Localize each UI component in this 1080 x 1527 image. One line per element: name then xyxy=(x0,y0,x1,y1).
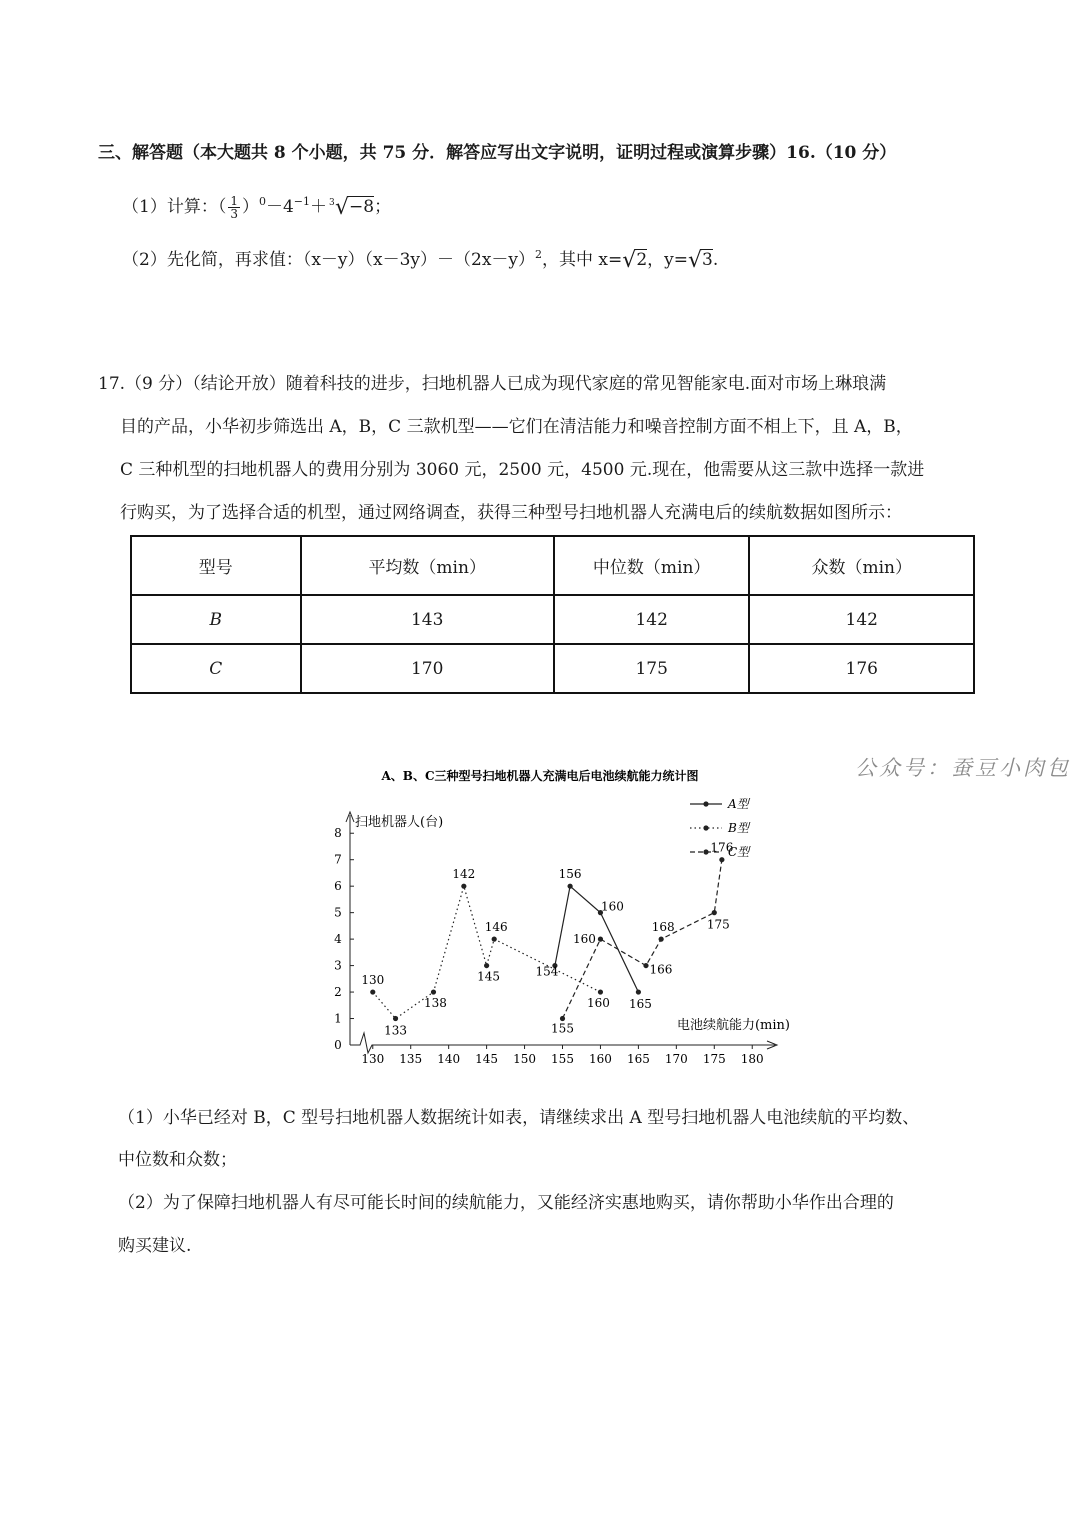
table-row xyxy=(131,595,974,644)
data-label: 168 xyxy=(651,920,675,935)
data-point xyxy=(461,884,466,889)
legend-marker xyxy=(703,849,708,854)
q1-close: ） xyxy=(241,197,259,217)
data-point xyxy=(719,857,724,862)
root-body: −8 xyxy=(349,197,375,217)
table-cell: 143 xyxy=(301,595,554,644)
legend-label: C型 xyxy=(728,845,750,859)
y-tick-label: 6 xyxy=(334,879,342,894)
data-point xyxy=(567,884,572,889)
data-label: 165 xyxy=(628,997,652,1012)
question-16-part-1 xyxy=(122,190,391,220)
root-body: 2 xyxy=(636,250,648,270)
data-label: 155 xyxy=(551,1021,574,1036)
data-point xyxy=(598,989,603,994)
x-tick-label: 130 xyxy=(361,1052,385,1066)
y-tick-label: 2 xyxy=(334,985,342,1000)
legend-label: A型 xyxy=(728,797,749,811)
exponent-negative-one: −1 xyxy=(293,195,311,208)
q2-text: （2）先化简，再求值：（x－y）（x－3y）－（2x－y） xyxy=(122,250,536,270)
q1-end: ； xyxy=(374,197,392,217)
watermark: 公众号：蚕豆小肉包 xyxy=(855,756,1071,780)
y-tick-label: 5 xyxy=(334,905,342,920)
data-point xyxy=(636,989,641,994)
fraction-denominator: 3 xyxy=(230,207,238,221)
table-cell: 176 xyxy=(749,644,974,693)
x-tick-label: 175 xyxy=(702,1052,726,1066)
x-tick-label: 160 xyxy=(588,1052,612,1066)
data-point xyxy=(643,963,648,968)
data-label: 175 xyxy=(706,917,730,932)
table-cell: 142 xyxy=(554,595,750,644)
data-label: 166 xyxy=(649,962,673,977)
legend-marker xyxy=(703,825,708,830)
x-axis-line xyxy=(350,1033,775,1053)
data-label: 160 xyxy=(600,899,624,914)
fraction xyxy=(228,195,240,220)
exponent-zero: 0 xyxy=(258,195,266,208)
table-cell: C xyxy=(131,644,301,693)
data-point xyxy=(560,1016,565,1021)
q17-line-2: 目的产品，小华初步筛选出 A，B，C 三款机型——它们在清洁能力和噪音控制方面不相上下，且 A，B， xyxy=(120,417,913,437)
y-tick-label: 3 xyxy=(334,958,342,973)
legend-marker xyxy=(703,801,708,806)
x-tick-label: 135 xyxy=(399,1052,423,1066)
data-point xyxy=(492,937,497,942)
radical-sign-icon: √ xyxy=(335,195,350,220)
data-label: 145 xyxy=(477,969,501,984)
section-header: 三、解答题（本大题共 8 个小题，共 75 分．解答应写出文字说明，证明过程或演算步骤）16.（10 分） xyxy=(98,143,897,163)
square-root-x xyxy=(622,248,647,273)
exponent-two: 2 xyxy=(535,248,543,261)
y-tick-label: 1 xyxy=(334,1011,342,1026)
table-row xyxy=(131,644,974,693)
y-tick-label: 7 xyxy=(334,852,342,867)
y-tick-label: 8 xyxy=(334,826,342,841)
x-tick-label: 170 xyxy=(664,1052,688,1066)
table-cell: 142 xyxy=(749,595,974,644)
data-label: 146 xyxy=(484,920,508,935)
data-point xyxy=(712,910,717,915)
radical-sign-icon: √ xyxy=(688,248,703,273)
x-tick-label: 155 xyxy=(551,1052,574,1066)
chart-series xyxy=(361,841,733,1038)
x-tick-label: 165 xyxy=(626,1052,650,1066)
chart-title: A、B、C三种型号扫地机器人充满电后电池续航能力统计图 xyxy=(381,769,699,783)
table-header-cell: 中位数（min） xyxy=(554,536,750,595)
data-label: 176 xyxy=(710,840,734,855)
q1-open: （ xyxy=(217,197,227,217)
root-index: 3 xyxy=(329,198,335,208)
table-cell: 170 xyxy=(301,644,554,693)
x-tick-label: 150 xyxy=(513,1052,537,1066)
data-label: 133 xyxy=(384,1023,407,1038)
data-point xyxy=(393,1016,398,1021)
square-root-y xyxy=(688,248,713,273)
table-cell: 175 xyxy=(554,644,750,693)
data-label: 130 xyxy=(361,973,385,988)
data-label: 156 xyxy=(558,867,582,882)
data-label: 142 xyxy=(452,867,476,882)
q1-plus: ＋ xyxy=(310,197,328,217)
y-axis-label: 扫地机器人(台) xyxy=(355,815,444,830)
data-point xyxy=(484,963,489,968)
q17-sub2-line-2: 购买建议. xyxy=(118,1236,192,1256)
q17-line-4: 行购买，为了选择合适的机型，通过网络调查，获得三种型号扫地机器人充满电后的续航数据如图所示： xyxy=(120,503,902,523)
table-header-row xyxy=(131,536,974,595)
battery-life-chart xyxy=(320,760,800,1070)
q17-sub1-line-1: （1）小华已经对 B，C 型号扫地机器人数据统计如表，请继续求出 A 型号扫地机器人电池续航的平均数、 xyxy=(118,1108,920,1128)
fraction-numerator: 1 xyxy=(230,194,238,208)
table-header-cell: 平均数（min） xyxy=(301,536,554,595)
q17-line-1: 17.（9 分）（结论开放）随着科技的进步，扫地机器人已成为现代家庭的常见智能家电.面对市场上琳琅满 xyxy=(98,374,887,394)
data-label: 138 xyxy=(424,996,447,1011)
data-point xyxy=(431,989,436,994)
table-cell: B xyxy=(131,595,301,644)
x-tick-label: 140 xyxy=(437,1052,461,1066)
root-body: 3 xyxy=(702,250,713,270)
data-point xyxy=(659,937,664,942)
data-label: 160 xyxy=(572,932,596,947)
data-point xyxy=(598,937,603,942)
y-tick-label: 4 xyxy=(334,932,342,947)
statistics-table xyxy=(130,535,975,694)
data-label: 154 xyxy=(535,964,559,979)
q17-line-3: C 三种机型的扫地机器人的费用分别为 3060 元，2500 元，4500 元.现在，他需要从这三款中选择一款进 xyxy=(120,460,925,480)
q2-end: . xyxy=(712,250,719,270)
q17-sub2-line-1: （2）为了保障扫地机器人有尽可能长时间的续航能力，又能经济实惠地购买，请你帮助小华作出合理的 xyxy=(118,1193,894,1213)
x-axis-label: 电池续航能力(min) xyxy=(676,1018,790,1033)
q1-minus-four: －4 xyxy=(265,197,294,217)
question-16-part-2 xyxy=(122,243,718,273)
table-header-cell: 众数（min） xyxy=(749,536,974,595)
radical-sign-icon: √ xyxy=(622,248,637,273)
q2-where: ，其中 x= xyxy=(542,250,623,270)
legend-label: B型 xyxy=(728,821,749,835)
x-tick-label: 145 xyxy=(475,1052,499,1066)
y-tick-label: 0 xyxy=(334,1038,342,1052)
data-point xyxy=(370,989,375,994)
data-label: 160 xyxy=(586,996,610,1011)
x-tick-label: 180 xyxy=(740,1052,764,1066)
table-header-cell: 型号 xyxy=(131,536,301,595)
q1-label: （1）计算： xyxy=(122,197,218,217)
q17-sub1-line-2: 中位数和众数； xyxy=(118,1150,237,1170)
cube-root xyxy=(329,195,375,220)
q2-comma: ，y= xyxy=(647,250,688,270)
